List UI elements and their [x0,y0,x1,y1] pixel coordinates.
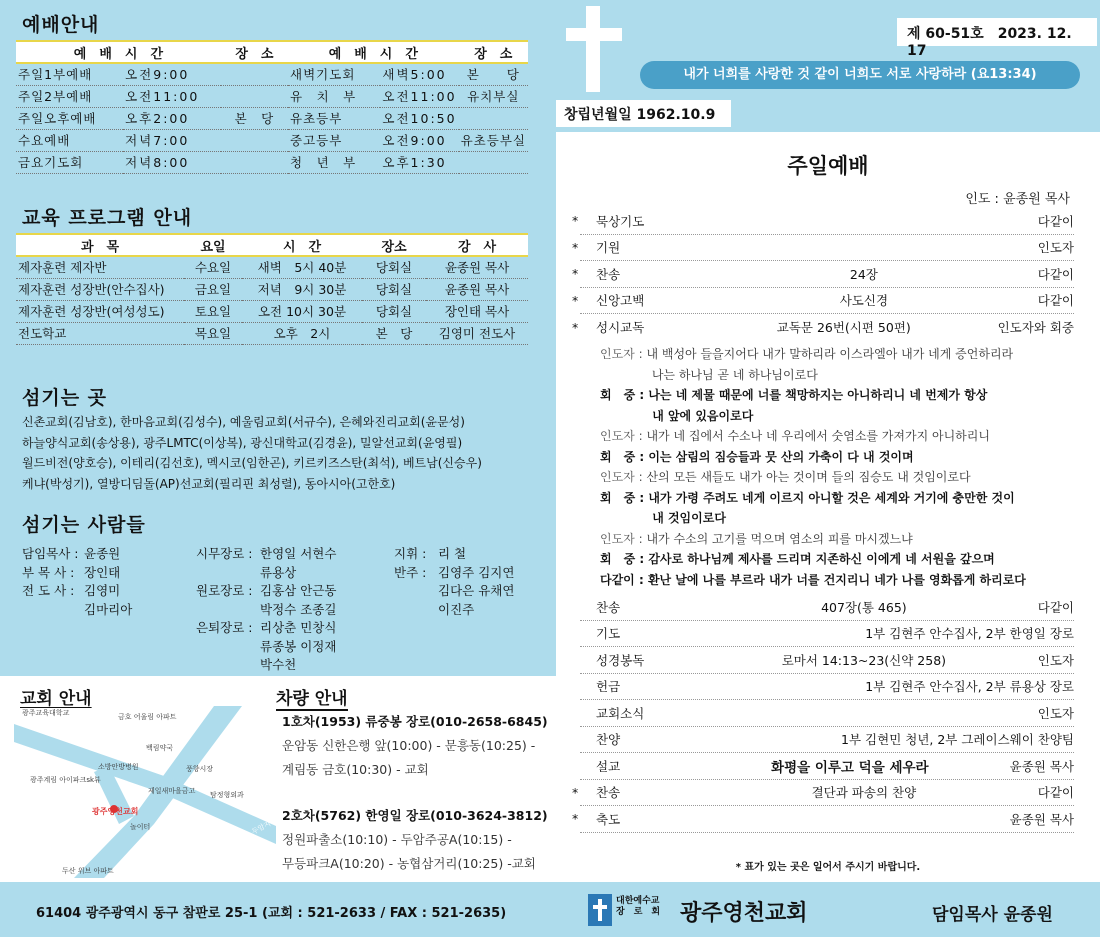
responsive-line [600,467,1070,488]
responsive-speaker [600,508,652,529]
edu-header-place: 장소 [362,234,426,256]
service-place: 본 당 [459,63,528,85]
service-time: 새벽5:00 [380,63,458,85]
service-item-person: 윤종원 목사 [1009,758,1074,774]
person-row [22,582,132,601]
cross-icon [562,4,626,94]
education-row [16,278,528,300]
worship-row [16,151,528,173]
service-time: 저녁7:00 [123,129,221,151]
service-place: 유초등부실 [459,129,528,151]
service-time: 오후2:00 [123,107,221,129]
person-role: 시무장로 : [196,546,257,561]
service-time: 오전9:00 [380,129,458,151]
service-item-name: 찬송 [596,599,621,615]
map-label: 문화로 [110,739,131,747]
stand-marker: * [572,784,579,800]
stand-marker: * [572,266,579,282]
person-name: 리상춘 민창식 [260,620,337,635]
education-row [16,300,528,322]
responsive-text: 내가 가령 주려도 네게 이르지 아니할 것은 세계와 거기에 충만한 것이 [648,490,1015,505]
person-role: 담임목사 : [22,546,83,561]
responsive-line [600,508,1070,529]
worship-header-time1: 예 배 시 간 [16,41,221,63]
education-row [16,322,528,344]
person-name: 장인태 [84,564,121,580]
service-item [572,208,1074,235]
service-time: 오전11:00 [380,85,458,107]
responsive-speaker: 회 중 : [600,388,649,402]
service-item-name: 성시교독 [596,320,645,336]
responsive-speaker: 인도자 : [600,531,647,546]
responsive-line [600,549,1070,570]
person-name: 박수천 [260,657,297,672]
worship-header-place1: 장 소 [221,41,288,63]
service-item-name: 기도 [596,626,621,642]
responsive-speaker: 회 중 : [600,449,649,464]
serve-places-line: 신촌교회(김남호), 한마음교회(김성수), 예울림교회(서규수), 은혜와진리교회(윤문성) [22,415,465,429]
map-label: 두산 위브 아파트 [62,867,114,875]
service-time: 오전10:50 [380,107,458,129]
person-row [196,545,336,564]
denomination-bottom: 장 로 회 [616,907,661,917]
responsive-speaker: 인도자 : [600,347,647,361]
edu-header-teacher: 강 사 [426,234,528,256]
responsive-text: 내 앞에 있음이로다 [652,408,754,423]
service-item-name: 헌금 [596,679,621,695]
car1-route-line2: 계림동 금호(10:30) - 교회 [282,762,429,777]
person-role: 부 목 사 : [22,564,79,580]
edu-place: 본 당 [362,322,426,344]
church-info-title: 교회 안내 [20,689,92,709]
car1-title: 1호차(1953) 류중봉 장로(010-2658-6845) [282,714,548,729]
serve-places-title: 섬기는 곳 [22,387,108,409]
service-item [572,288,1074,315]
service-item-detail: 407장(통 465) [821,599,907,615]
person-name: 한영일 서현수 [260,546,337,561]
service-item-name: 교회소식 [596,705,645,721]
theme-verse: 내가 너희를 사랑한 것 같이 너희도 서로 사랑하라 (요13:34) [640,61,1080,89]
service-item-person: 다같이 [1037,293,1074,309]
education-header-row [16,234,528,256]
service-time: 오전9:00 [123,63,221,85]
service-item-detail: 교독문 26번(시편 50편) [776,320,911,336]
person-row [22,601,132,620]
service-item [580,674,1074,701]
map-label: 소방안방병원 [98,763,139,771]
person-role [196,638,260,657]
service-item-name: 찬양 [596,732,621,748]
person-row [196,656,336,675]
map-label: 광주교육대학교 [22,709,70,717]
responsive-speaker: 인도자 : [600,429,647,443]
map-label: 금호 어울림 아파트 [118,713,177,721]
car1-route-line1: 운암동 신한은행 앞(10:00) - 문흥동(10:25) - [282,738,536,753]
worship-header-row [16,41,528,63]
service-place [459,151,528,173]
worship-title: 예배안내 [22,14,100,36]
service-name: 주일오후예배 [16,107,123,129]
person-row [196,582,336,601]
person-row [196,601,336,620]
person-row [196,564,336,583]
person-name: 윤종원 [84,546,121,561]
map-label: 백림약국 [146,744,174,752]
service-item-person: 인도자 [1037,705,1074,721]
responsive-speaker [600,365,652,386]
service-item-detail: 화평을 이루고 덕을 세우라 [771,759,929,776]
service-item [572,261,1074,288]
education-title: 교육 프로그램 안내 [22,207,193,229]
person-name: 김영미 [84,583,121,598]
person-row [196,638,336,657]
edu-time: 새벽 5시 40분 [242,256,362,278]
edu-day: 토요일 [184,300,242,322]
service-item [572,235,1074,262]
service-name: 청 년 부 [288,151,380,173]
stand-marker: * [572,213,579,229]
person-name: 리 철 [438,546,467,561]
edu-header-time: 시 간 [242,234,362,256]
service-item-person: 1부 김현민 청년, 2부 그레이스웨이 찬양팀 [841,732,1074,748]
stand-marker: * [572,811,579,827]
responsive-line [600,570,1070,591]
people-col-pastors [22,545,132,619]
edu-day: 목요일 [184,322,242,344]
service-name: 금요기도회 [16,151,123,173]
service-item-person: 1부 김현주 안수집사, 2부 한영일 장로 [865,626,1074,642]
service-item-person: 1부 김현주 안수집사, 2부 류용상 장로 [865,679,1074,695]
service-place [221,85,288,107]
standing-note: * 표가 있는 곳은 일어서 주시기 바랍니다. [735,862,921,873]
service-item-person: 다같이 [1037,599,1074,615]
stand-marker: * [572,319,579,335]
person-role: 원로장로 : [196,583,257,598]
footer-pastor: 담임목사 윤종원 [932,905,1053,925]
edu-day: 수요일 [184,256,242,278]
responsive-text: 내가 네 집에서 수소나 네 우리에서 숫염소를 가져가지 아니하리니 [646,429,990,443]
map-label: 탐정형외과 [210,791,244,799]
service-name: 수요예배 [16,129,123,151]
worship-header-time2: 예 배 시 간 [288,41,459,63]
car2-title: 2호차(5762) 한영일 장로(010-3624-3812) [282,808,548,823]
service-item-detail: 결단과 파송의 찬양 [811,785,917,801]
service-item-person: 윤종원 목사 [1009,811,1074,827]
serve-places-line: 케냐(박성기), 열방디딤돌(AP)선교회(필리핀 최성렬), 동아시아(고한호) [22,476,396,491]
education-table [16,233,528,345]
edu-header-course: 과 목 [16,234,184,256]
map-label: 두암지구방면 [250,809,291,837]
service-name: 유초등부 [288,107,380,129]
service-time: 저녁8:00 [123,151,221,173]
people-col-elders [196,545,336,675]
service-time: 오전11:00 [123,85,221,107]
car2-info [282,804,548,876]
edu-teacher: 장인태 목사 [426,300,528,322]
founded-date: 창립년월일 1962.10.9 [556,100,731,127]
service-item-name: 묵상기도 [596,213,645,229]
service-item [580,753,1074,780]
person-role: 전 도 사 : [22,583,79,598]
serve-places-line: 하늘양식교회(송상용), 광주LMTC(이상복), 광신대학교(김경윤), 밀알선교회(윤영필) [22,435,463,450]
edu-teacher: 윤종원 목사 [426,256,528,278]
person-name: 류용상 [260,564,297,580]
service-leader: 인도 : 윤종원 목사 [965,192,1070,207]
worship-row [16,63,528,85]
person-role: 반주 : [394,564,431,580]
service-name: 유 치 부 [288,85,380,107]
vehicle-title: 차량 안내 [276,684,348,711]
person-name: 이진주 [438,601,475,617]
serve-places-list [22,412,552,494]
person-role [196,564,260,583]
footer-address: 61404 광주광역시 동구 참판로 25-1 (교회 : 521-2633 / FAX : 521-2635) [36,906,507,921]
service-name: 중고등부 [288,129,380,151]
service-place [459,107,528,129]
responsive-line [600,529,1070,550]
service-item-name: 찬송 [596,266,621,282]
stand-marker: * [572,239,579,255]
service-item [580,621,1074,648]
person-name: 김마리아 [84,601,133,617]
car2-route-line2: 무등파크A(10:20) - 농협삼거리(10:25) -교회 [282,856,536,871]
serve-people-title: 섬기는 사람들 [22,514,146,536]
edu-day: 금요일 [184,278,242,300]
service-item-detail: 사도신경 [839,293,889,309]
service-place: 본 당 [221,107,288,129]
people-col-music [394,545,514,619]
service-item-person: 다같이 [1037,266,1074,282]
service-item-name: 설교 [596,758,621,774]
service-item-name: 성경봉독 [596,652,645,668]
person-role [22,601,84,620]
person-role [196,656,260,675]
person-role [394,601,438,620]
person-name: 류종봉 이정재 [260,638,337,654]
service-order-bottom [572,594,1074,833]
responsive-speaker: 회 중 : [600,552,649,566]
edu-teacher: 김영미 전도사 [426,322,528,344]
responsive-line [600,488,1070,509]
map-label: 풍향시장 [186,765,214,773]
person-row [394,601,514,620]
service-name: 새벽기도회 [288,63,380,85]
person-row [394,564,514,583]
service-item [572,314,1074,341]
service-item [572,806,1074,833]
person-name: 박정수 조종길 [260,601,337,617]
service-name: 주일1부예배 [16,63,123,85]
person-role: 지휘 : [394,546,431,561]
responsive-text: 내가 수소의 고기를 먹으며 염소의 피를 마시겠느냐 [646,531,913,546]
service-item [580,700,1074,727]
map-label: 놀이터 [130,823,151,831]
edu-time: 저녁 9시 30분 [242,278,362,300]
service-time: 오후1:30 [380,151,458,173]
edu-course: 제자훈련 성장반(여성성도) [16,300,184,322]
service-item-detail: 24장 [849,266,878,282]
person-role: 은퇴장로 : [196,620,257,635]
car1-info [282,710,548,782]
responsive-speaker [600,406,652,427]
service-item [580,727,1074,754]
service-item-name: 기원 [596,240,621,256]
responsive-text: 내 것임이로다 [652,511,726,525]
person-row [22,545,132,564]
church-name: 광주영천교회 [680,901,808,926]
edu-place: 당회실 [362,278,426,300]
responsive-line [600,406,1070,427]
person-name: 김다은 유채연 [438,583,515,598]
service-item [580,647,1074,674]
worship-row [16,107,528,129]
edu-time: 오전 10시 30분 [242,300,362,322]
person-row [196,619,336,638]
responsive-speaker: 인도자 : [600,470,647,484]
service-item-person: 다같이 [1037,785,1074,801]
person-row [394,582,514,601]
worship-row [16,85,528,107]
responsive-line [600,426,1070,447]
person-role [196,601,260,620]
denomination [616,896,660,918]
edu-place: 당회실 [362,256,426,278]
service-place: 유치부실 [459,85,528,107]
service-place [221,129,288,151]
service-item [580,594,1074,621]
edu-place: 당회실 [362,300,426,322]
person-row [394,545,514,564]
edu-teacher: 윤종원 목사 [426,278,528,300]
worship-table [16,40,528,174]
responsive-line [600,365,1070,386]
responsive-text: 감사로 하나님께 제사를 드리며 지존하신 이에게 네 서원을 갚으며 [648,552,995,566]
service-order-top [572,208,1074,341]
responsive-text: 나는 네 제물 때문에 너를 책망하지는 아니하리니 네 번제가 항상 [648,388,988,402]
stand-marker: * [572,292,579,308]
responsive-speaker: 회 중 : [600,490,649,505]
map-label: 제일새마을금고 [148,787,196,795]
church-logo-icon [588,894,612,926]
responsive-text: 산의 모든 새들도 내가 아는 것이며 들의 짐승도 내 것임이로다 [646,470,971,484]
person-row [22,564,132,583]
person-role [394,582,438,601]
service-item-person: 인도자 [1037,240,1074,256]
worship-row [16,129,528,151]
service-title: 주일예배 [787,154,869,178]
edu-time: 오후 2시 [242,322,362,344]
responsive-text: 이는 삼림의 짐승들과 뭇 산의 가축이 다 내 것이며 [648,449,914,464]
map-label: 광주계림 아이파크sk뷰 [30,776,101,784]
service-item-name: 신앙고백 [596,293,645,309]
education-row [16,256,528,278]
responsive-speaker: 다같이 : [600,572,648,587]
map-label: 광주영천교회 [92,807,139,816]
issue-info: 제 60-51호 2023. 12. 17 [897,18,1097,46]
worship-header-place2: 장 소 [459,41,528,63]
responsive-text: 환난 날에 나를 부르라 내가 너를 건지리니 네가 나를 영화롭게 하리로다 [647,572,1026,587]
service-item [572,780,1074,807]
responsive-reading [600,344,1070,590]
person-name: 김영주 김지연 [438,564,515,580]
car2-route-line1: 정원파출소(10:10) - 두암주공A(10:15) - [282,832,512,847]
denomination-top: 대한예수교 [616,896,660,906]
responsive-text: 내 백성아 들을지어다 내가 말하리라 이스라엘아 내가 네게 증언하리라 [646,347,1014,361]
service-item-name: 찬송 [596,785,621,801]
service-item-detail: 로마서 14:13~23(신약 258) [781,652,947,668]
edu-course: 전도학교 [16,322,184,344]
responsive-text: 나는 하나님 곧 네 하나님이로다 [651,367,818,382]
responsive-line [600,447,1070,468]
service-place [221,63,288,85]
edu-header-day: 요일 [184,234,242,256]
responsive-line [600,385,1070,406]
edu-course: 제자훈련 제자반 [16,256,184,278]
service-item-person: 인도자 [1037,652,1074,668]
responsive-line [600,344,1070,365]
service-name: 주일2부예배 [16,85,123,107]
person-name: 김홍삼 안근동 [260,583,337,598]
service-place [221,151,288,173]
edu-course: 제자훈련 성장반(안수집사) [16,278,184,300]
service-item-name: 축도 [596,811,621,827]
service-item-person: 인도자와 회중 [997,320,1074,336]
service-item-person: 다같이 [1037,213,1074,229]
serve-places-line: 월드비전(양호승), 이테리(김선호), 멕시코(임한곤), 키르키즈스탄(최석), 베트남(신승우) [22,456,482,470]
